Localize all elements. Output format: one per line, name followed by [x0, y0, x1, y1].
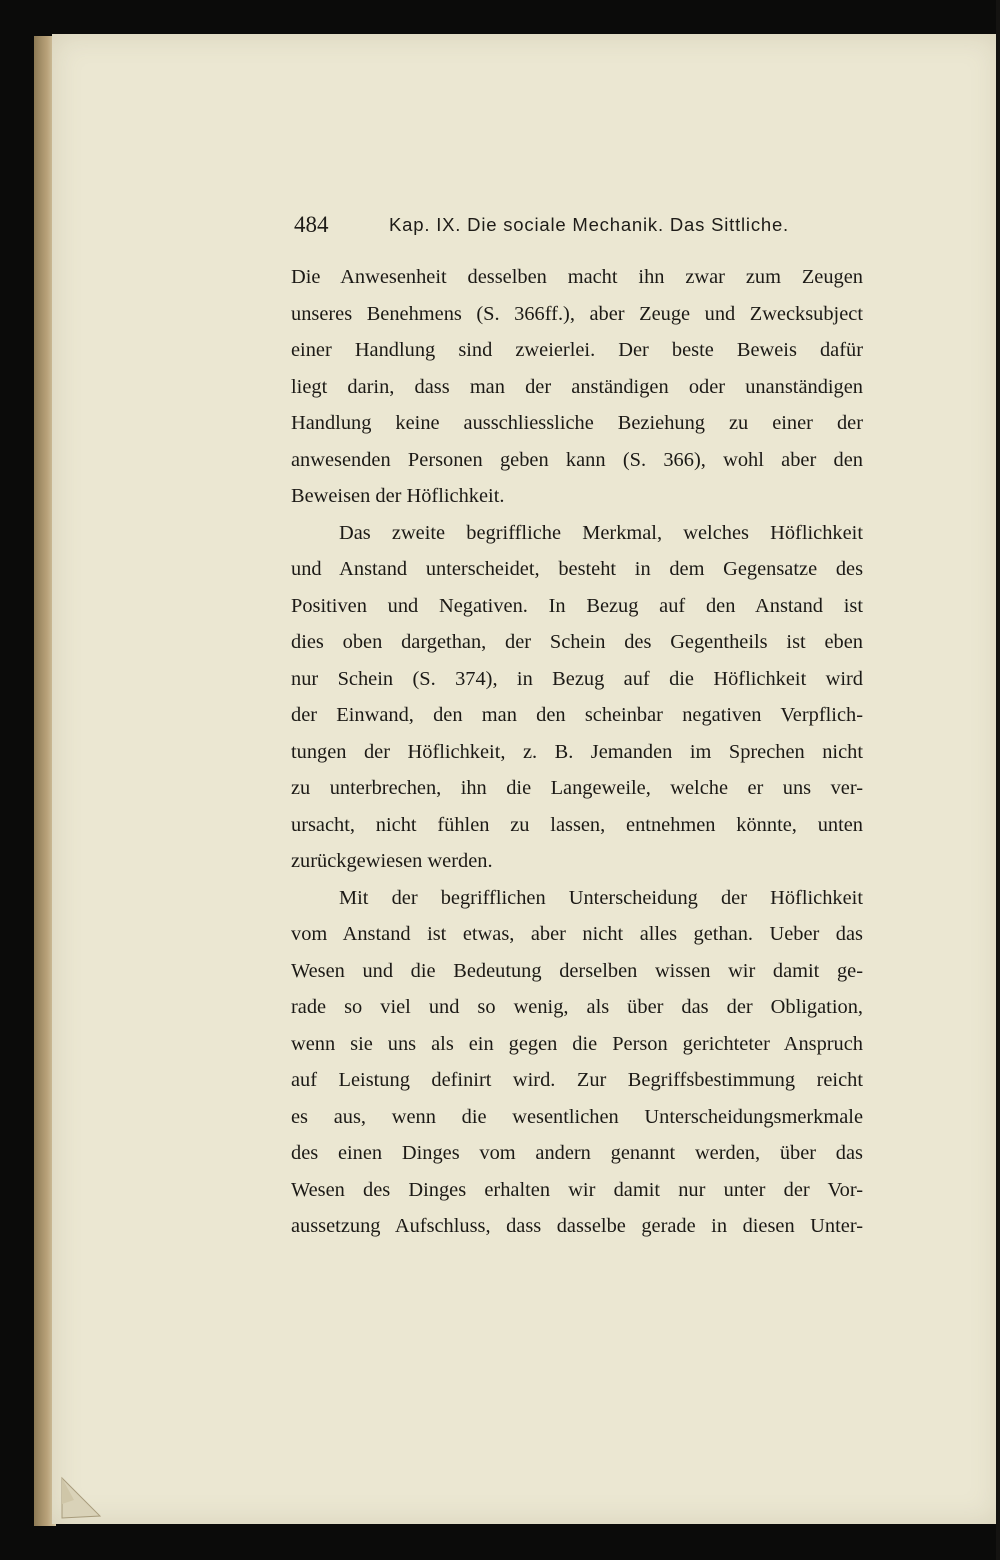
text-line: Wesen des Dinges erhalten wir damit nur unter der Vor- [291, 1178, 863, 1201]
running-head: Kap. IX. Die sociale Mechanik. Das Sittliche. [389, 214, 789, 235]
scan-border [996, 0, 1000, 1560]
text-line: dies oben dargethan, der Schein des Gegentheils ist eben [291, 631, 863, 653]
text-line: zurückgewiesen werden. [291, 850, 493, 872]
text-line: wenn sie uns als ein gegen die Person gerichteter Anspruch [291, 1032, 863, 1055]
text-line: auf Leistung definirt wird. Zur Begriffsbestimmung reicht [291, 1069, 863, 1091]
page-header [294, 210, 866, 246]
text-line: vom Anstand ist etwas, aber nicht alles gethan. Ueber das [291, 923, 863, 945]
text-line: rade so viel und so wenig, als über das der Obligation, [291, 996, 863, 1018]
folded-corner-icon [60, 1470, 106, 1520]
text-line: Das zweite begriffliche Merkmal, welches Höflichkeit [339, 521, 863, 544]
text-line: Die Anwesenheit desselben macht ihn zwar zum Zeugen [291, 266, 863, 288]
text-line: unseres Benehmens (S. 366ff.), aber Zeuge und Zwecksubject [291, 302, 863, 325]
text-line: es aus, wenn die wesentlichen Unterscheidungsmerkmale [291, 1105, 863, 1128]
text-line: nur Schein (S. 374), in Bezug auf die Höflichkeit wird [291, 667, 863, 690]
text-line: anwesenden Personen geben kann (S. 366), wohl aber den [291, 448, 863, 471]
text-line: Handlung keine ausschliessliche Beziehung zu einer der [291, 412, 863, 434]
text-line: Positiven und Negativen. In Bezug auf den Anstand ist [291, 594, 863, 617]
body-text [291, 259, 863, 1245]
text-line: Mit der begrifflichen Unterscheidung der Höflichkeit [339, 886, 863, 909]
text-line: der Einwand, den man den scheinbar negativen Verpflich- [291, 704, 863, 726]
text-line: ursacht, nicht fühlen zu lassen, entnehmen könnte, unten [291, 813, 863, 836]
text-line: einer Handlung sind zweierlei. Der beste Beweis dafür [291, 339, 863, 361]
text-line: Wesen und die Bedeutung derselben wissen wir damit ge- [291, 959, 863, 982]
text-line: zu unterbrechen, ihn die Langeweile, welche er uns ver- [291, 777, 863, 799]
page-number: 484 [294, 212, 329, 237]
text-line: Beweisen der Höflichkeit. [291, 485, 505, 507]
text-line: liegt darin, dass man der anständigen oder unanständigen [291, 375, 863, 398]
text-line: aussetzung Aufschluss, dass dasselbe gerade in diesen Unter- [291, 1215, 863, 1237]
text-line: tungen der Höflichkeit, z. B. Jemanden im Sprechen nicht [291, 740, 863, 763]
text-line: des einen Dinges vom andern genannt werden, über das [291, 1142, 863, 1164]
text-line: und Anstand unterscheidet, besteht in dem Gegensatze des [291, 558, 863, 580]
